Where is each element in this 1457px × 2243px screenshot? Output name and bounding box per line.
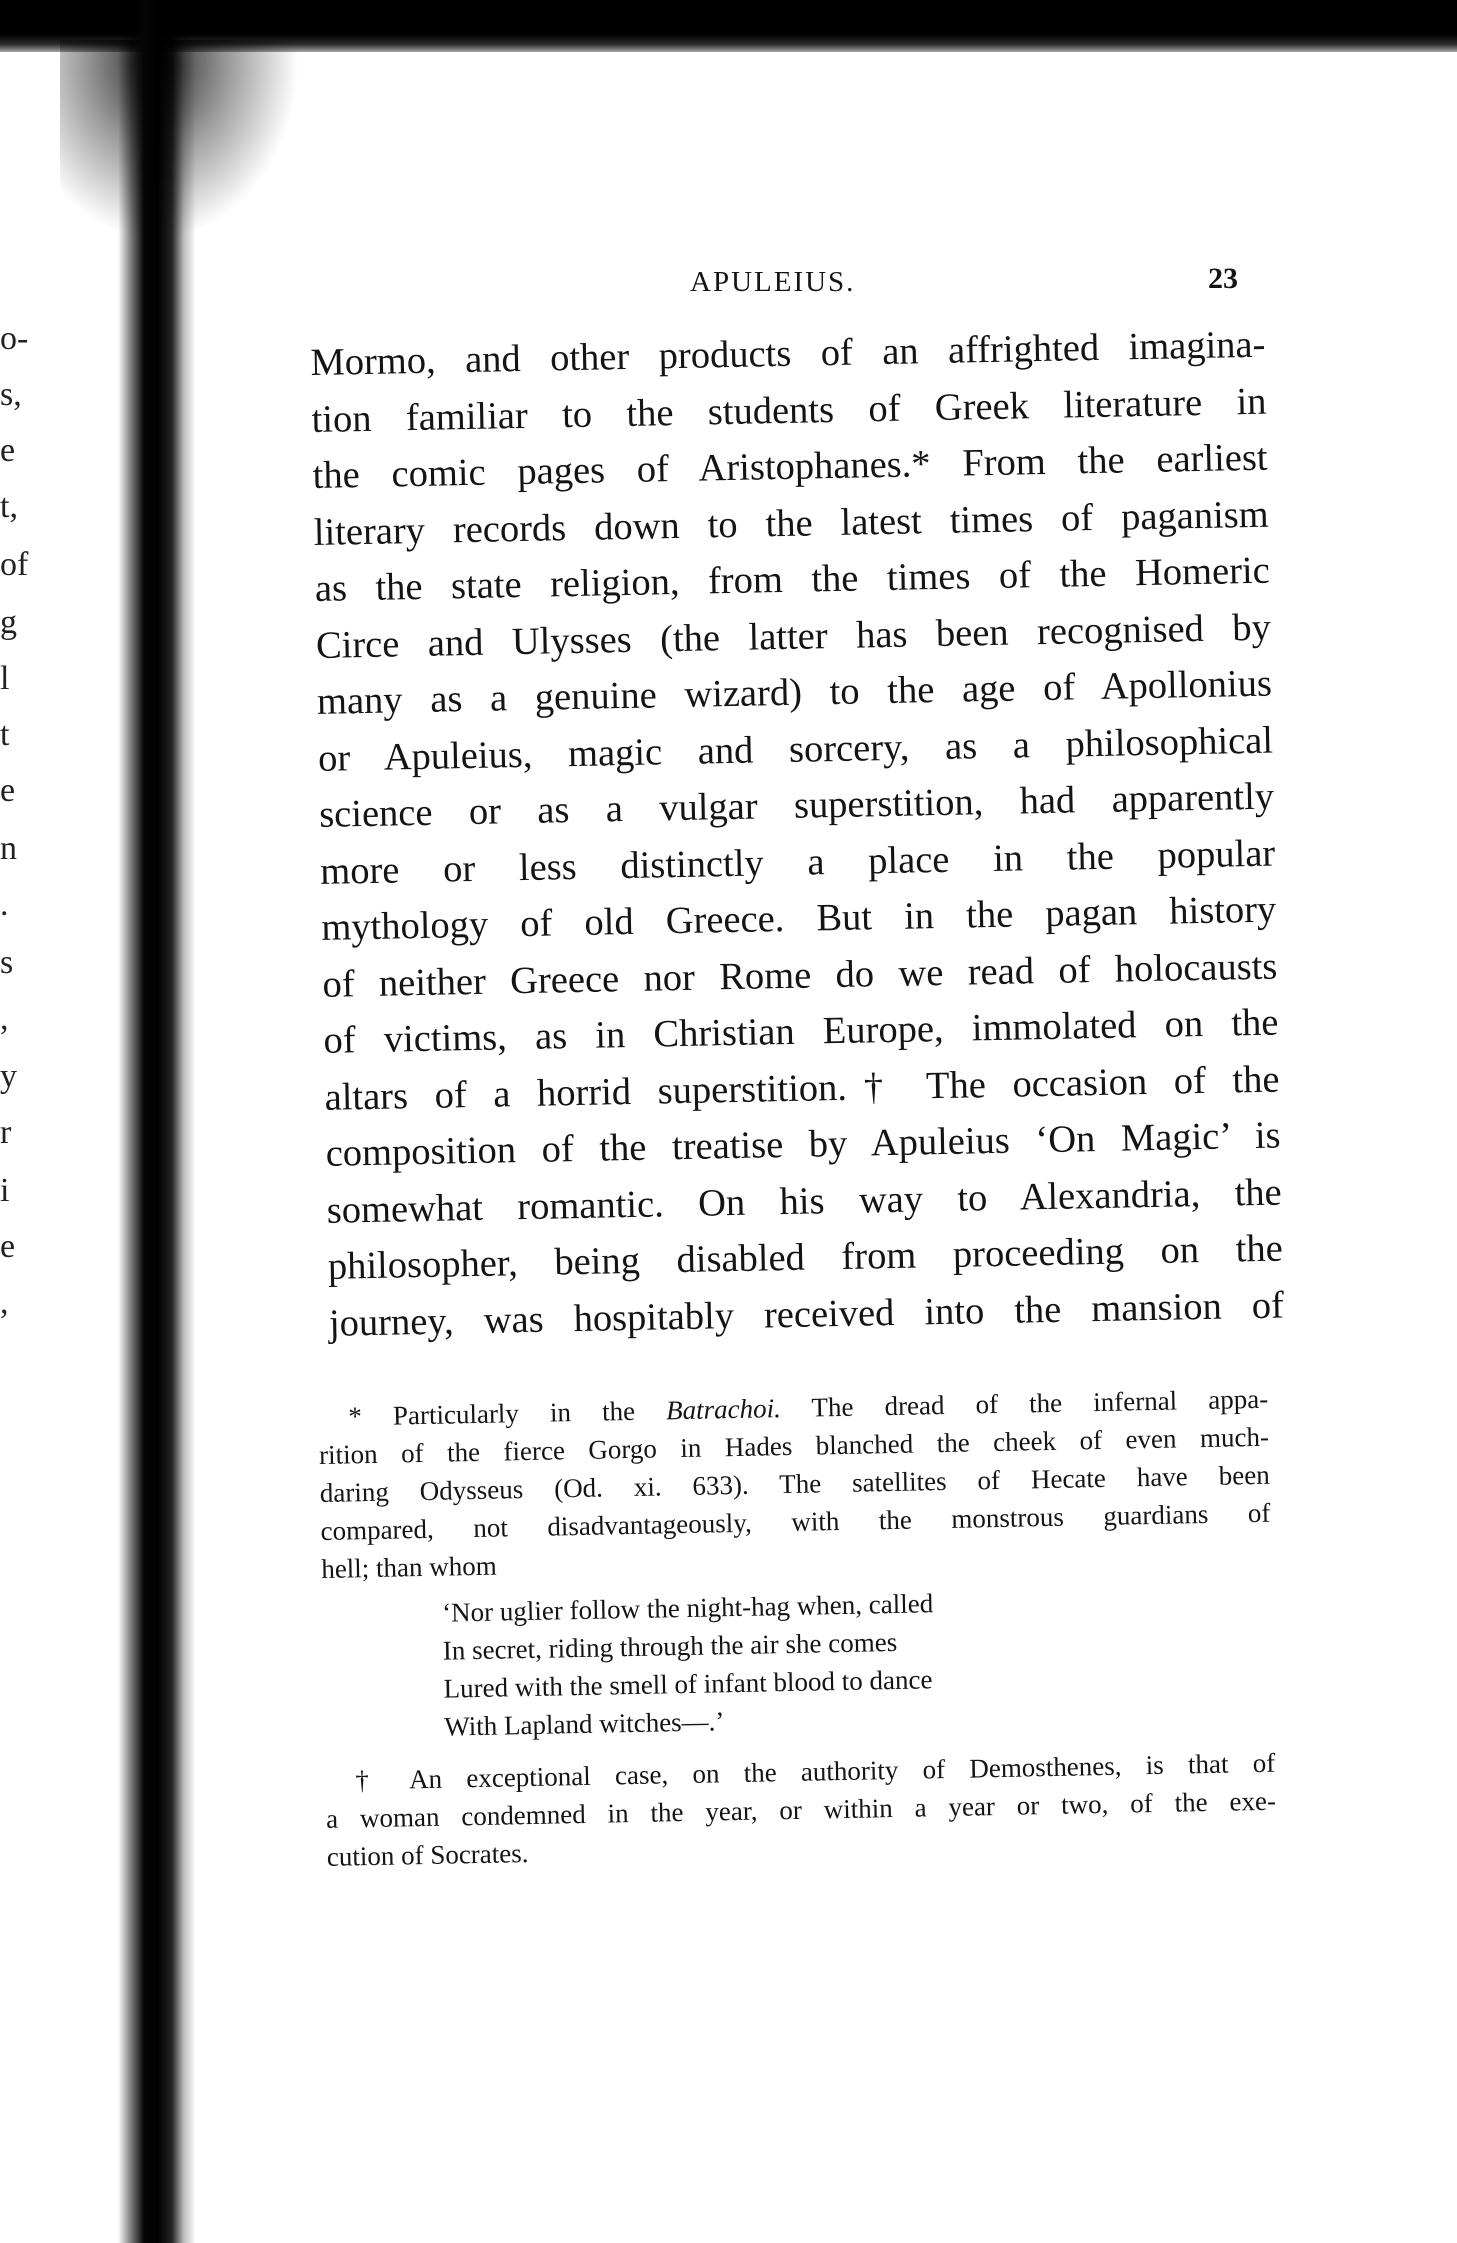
footnote-line: † An exceptional case, on the authority of Demosthenes, is that of — [355, 1747, 1276, 1796]
body-line: somewhat romantic. On his way to Alexandria, the — [326, 1171, 1283, 1232]
poem-line: With Lapland witches—.’ — [444, 1706, 725, 1742]
page-header — [310, 262, 1270, 312]
body-line: of victims, as in Christian Europe, immolated on the — [323, 1001, 1279, 1062]
body-paragraph — [310, 317, 1284, 1352]
body-line: or Apuleius, magic and sorcery, as a philosophical — [317, 719, 1274, 780]
page-number: 23 — [1208, 262, 1238, 295]
body-line: Circe and Ulysses (the latter has been recognised by — [315, 606, 1272, 667]
footnote-line: compared, not disadvantageously, with the monstrous guardians of — [320, 1497, 1271, 1546]
body-line: composition of the treatise by Apuleius ‘On Magic’ is — [325, 1114, 1281, 1175]
body-line: Mormo, and other products of an affrighted imagina- — [310, 323, 1266, 384]
body-line: mythology of old Greece. But in the pagan history — [320, 888, 1277, 949]
body-line: as the state religion, from the times of the Homeric — [314, 549, 1271, 610]
footnote-2 — [325, 1744, 1277, 1876]
running-title: APULEIUS. — [690, 266, 856, 298]
body-line: literary records down to the latest times of paganism — [313, 493, 1270, 554]
body-line: more or less distinctly a place in the popular — [319, 832, 1276, 893]
footnote-poem-quote — [322, 1578, 1275, 1748]
body-line: altars of a horrid superstition.† The occasion of the — [324, 1058, 1280, 1119]
body-line: journey, was hospitably received into the mansion of — [328, 1283, 1285, 1345]
footnote-1-first-line: * Particularly in the Batrachoi. The dread of the infernal appa- — [348, 1383, 1269, 1432]
poem-line: ‘Nor uglier follow the night-hag when, called — [441, 1588, 934, 1628]
body-line: the comic pages of Aristophanes.* From the earliest — [312, 436, 1268, 497]
body-line: many as a genuine wizard) to the age of Apollonius — [316, 662, 1273, 723]
poem-line: Lured with the smell of infant blood to dance — [443, 1664, 933, 1704]
body-line: science or as a vulgar superstition, had apparently — [318, 775, 1275, 836]
poem-line: In secret, riding through the air she comes — [442, 1626, 898, 1666]
footnote-line: rition of the fierce Gorgo in Hades blanched the cheek of even much- — [318, 1421, 1270, 1470]
footnote-line: daring Odysseus (Od. xi. 633). The satellites of Hecate have been — [319, 1459, 1270, 1508]
footnote-line: cution of Socrates. — [326, 1838, 529, 1872]
footnotes — [318, 1380, 1277, 1876]
footnote-line: a woman condemned in the year, or within a year or two, of the exe- — [325, 1785, 1277, 1834]
book-gutter — [118, 0, 196, 2243]
italic-title: Batrachoi. — [665, 1393, 782, 1426]
footnote-line: hell; than whom — [320, 1550, 498, 1584]
facing-page-bleed: o- s, e t, of g l t e n . s , y r i e , — [0, 320, 29, 1321]
body-line: philosopher, being disabled from proceeding on the — [327, 1227, 1284, 1288]
body-line: of neither Greece nor Rome do we read of holocausts — [322, 945, 1278, 1006]
body-line: tion familiar to the students of Greek literature in — [311, 380, 1267, 441]
